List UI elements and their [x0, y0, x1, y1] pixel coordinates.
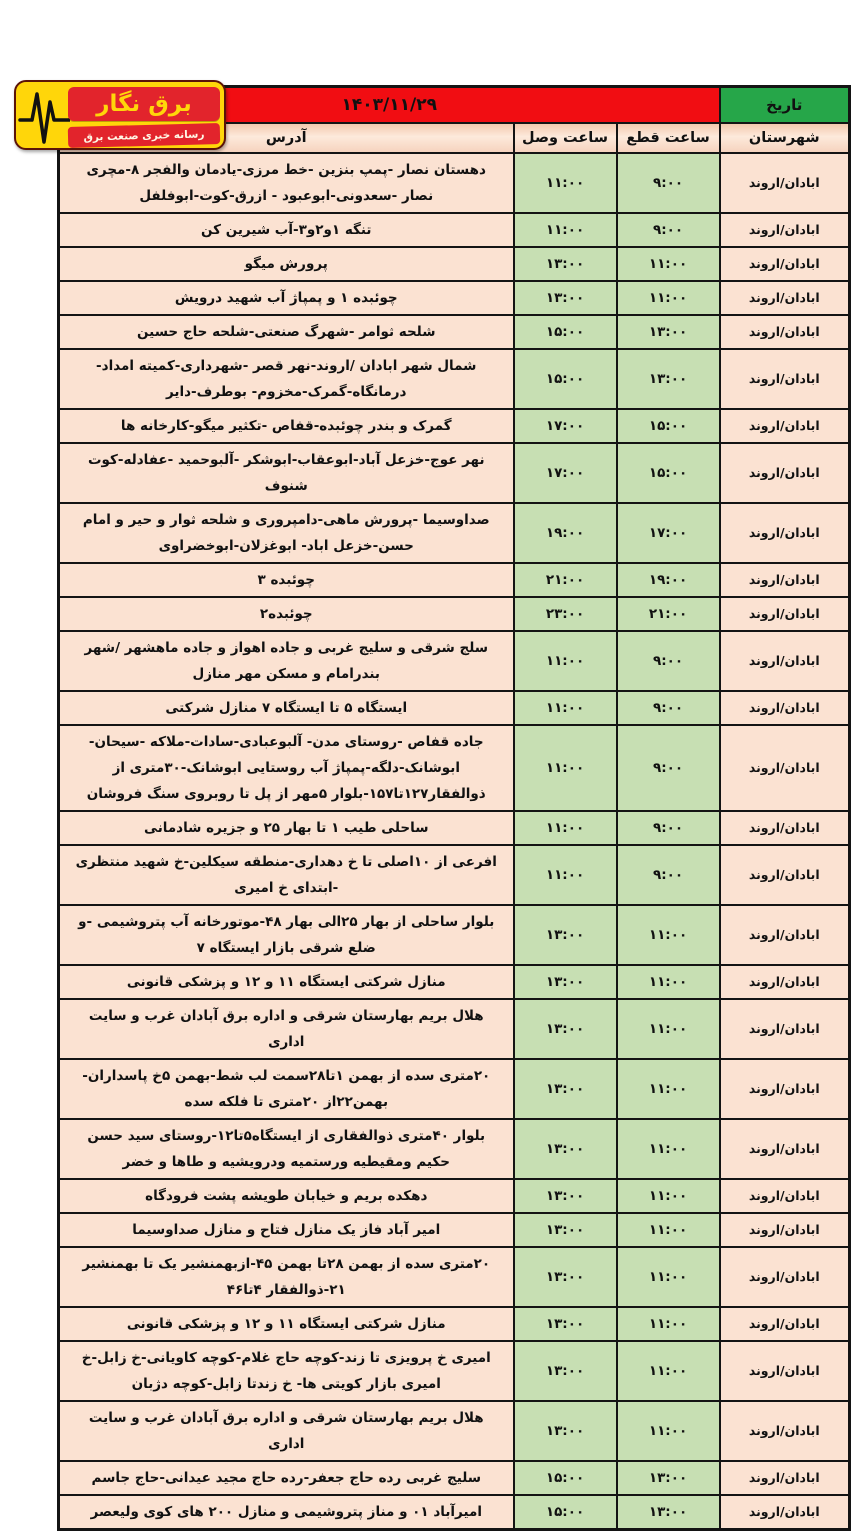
cut-time-cell: ۱۱:۰۰ — [617, 905, 720, 965]
cut-time-cell: ۱۱:۰۰ — [617, 1401, 720, 1461]
cut-time-cell: ۱۷:۰۰ — [617, 503, 720, 563]
county-cell: ابادان/اروند — [720, 1179, 850, 1213]
county-cell: ابادان/اروند — [720, 1461, 850, 1495]
address-cell: گمرک و بندر چوئبده-قفاص -تکثیر میگو-کارخانه ها — [59, 409, 514, 443]
reconnect-time-cell: ۱۵:۰۰ — [514, 1461, 617, 1495]
address-cell: نهر عوج-خزعل آباد-ابوعقاب-ابوشکر -آلبوحمید -عفادله-کوت شنوف — [59, 443, 514, 503]
county-cell: ابادان/اروند — [720, 247, 850, 281]
county-cell: ابادان/اروند — [720, 597, 850, 631]
address-cell: افرعی از ۱۰اصلی تا خ دهداری-منطقه سیکلین-خ شهید منتظری -ابتدای خ امیری — [59, 845, 514, 905]
county-cell: ابادان/اروند — [720, 1495, 850, 1530]
address-cell: بلوار ۴۰متری ذوالفقاری از ایستگاه۵تا۱۲-روستای سید حسن حکیم ومقیطیه ورستمیه ودرویشیه و طاها و خضر — [59, 1119, 514, 1179]
table-row — [59, 503, 850, 563]
reconnect-time-cell: ۱۵:۰۰ — [514, 1495, 617, 1530]
address-cell: تنگه ۱و۲و۳-آب شیرین کن — [59, 213, 514, 247]
cut-time-cell: ۱۱:۰۰ — [617, 1341, 720, 1401]
table-row — [59, 281, 850, 315]
county-cell: ابادان/اروند — [720, 281, 850, 315]
address-cell: چوئبده ۳ — [59, 563, 514, 597]
county-cell: ابادان/اروند — [720, 315, 850, 349]
reconnect-time-cell: ۱۱:۰۰ — [514, 725, 617, 811]
table-row — [59, 1341, 850, 1401]
county-cell: ابادان/اروند — [720, 443, 850, 503]
reconnect-time-cell: ۱۳:۰۰ — [514, 281, 617, 315]
cut-time-cell: ۱۱:۰۰ — [617, 1179, 720, 1213]
address-cell: ۲۰متری سده از بهمن ۲۸تا بهمن ۴۵-ازبهمنشیر یک تا بهمنشیر ۲۱-ذوالفقار ۴تا۴۶ — [59, 1247, 514, 1307]
county-cell: ابادان/اروند — [720, 1059, 850, 1119]
cut-time-cell: ۹:۰۰ — [617, 845, 720, 905]
cut-time-cell: ۱۳:۰۰ — [617, 315, 720, 349]
reconnect-time-cell: ۱۳:۰۰ — [514, 965, 617, 999]
county-cell: ابادان/اروند — [720, 725, 850, 811]
cut-time-column-header: ساعت قطع — [617, 123, 720, 153]
reconnect-time-cell: ۲۱:۰۰ — [514, 563, 617, 597]
address-cell: هلال بریم بهارستان شرقی و اداره برق آبادان غرب و سایت اداری — [59, 999, 514, 1059]
address-cell: چوئبده۲ — [59, 597, 514, 631]
reconnect-time-cell: ۱۷:۰۰ — [514, 409, 617, 443]
cut-time-cell: ۹:۰۰ — [617, 691, 720, 725]
cut-time-cell: ۹:۰۰ — [617, 631, 720, 691]
table-row — [59, 213, 850, 247]
county-cell: ابادان/اروند — [720, 1119, 850, 1179]
cut-time-cell: ۱۳:۰۰ — [617, 349, 720, 409]
address-cell: ۲۰متری سده از بهمن ۱تا۲۸سمت لب شط-بهمن ۵خ پاسداران-بهمن۲۲از ۲۰متری تا فلکه سده — [59, 1059, 514, 1119]
table-row — [59, 725, 850, 811]
cut-time-cell: ۹:۰۰ — [617, 811, 720, 845]
table-row — [59, 905, 850, 965]
table-row — [59, 1119, 850, 1179]
county-cell: ابادان/اروند — [720, 213, 850, 247]
reconnect-time-cell: ۱۳:۰۰ — [514, 1179, 617, 1213]
county-cell: ابادان/اروند — [720, 1247, 850, 1307]
cut-time-cell: ۹:۰۰ — [617, 213, 720, 247]
table-row — [59, 563, 850, 597]
table-row — [59, 247, 850, 281]
address-cell: امیرآباد ۰۱ و مناز پتروشیمی و منازل ۲۰۰ های کوی ولیعصر — [59, 1495, 514, 1530]
date-value-cell: ۱۴۰۳/۱۱/۲۹ — [59, 87, 720, 123]
table-row — [59, 845, 850, 905]
table-row — [59, 315, 850, 349]
cut-time-cell: ۱۱:۰۰ — [617, 281, 720, 315]
table-row — [59, 811, 850, 845]
county-cell: ابادان/اروند — [720, 1401, 850, 1461]
county-cell: ابادان/اروند — [720, 563, 850, 597]
reconnect-time-cell: ۱۳:۰۰ — [514, 999, 617, 1059]
reconnect-time-cell: ۱۹:۰۰ — [514, 503, 617, 563]
cut-time-cell: ۱۱:۰۰ — [617, 247, 720, 281]
table-row — [59, 1247, 850, 1307]
address-cell: چوئبده ۱ و پمپاژ آب شهید درویش — [59, 281, 514, 315]
cut-time-cell: ۱۱:۰۰ — [617, 1059, 720, 1119]
county-cell: ابادان/اروند — [720, 691, 850, 725]
reconnect-time-cell: ۲۳:۰۰ — [514, 597, 617, 631]
pulse-waveform-icon — [18, 86, 70, 148]
table-row — [59, 1213, 850, 1247]
bargh-negar-logo — [14, 80, 226, 150]
reconnect-time-cell: ۱۷:۰۰ — [514, 443, 617, 503]
cut-time-cell: ۱۱:۰۰ — [617, 1307, 720, 1341]
cut-time-cell: ۱۱:۰۰ — [617, 965, 720, 999]
cut-time-cell: ۱۹:۰۰ — [617, 563, 720, 597]
logo-title: برق نگار — [68, 87, 220, 121]
cut-time-cell: ۹:۰۰ — [617, 153, 720, 213]
reconnect-time-cell: ۱۵:۰۰ — [514, 315, 617, 349]
table-row — [59, 597, 850, 631]
reconnect-time-cell: ۱۳:۰۰ — [514, 1247, 617, 1307]
table-row — [59, 631, 850, 691]
table-row — [59, 153, 850, 213]
table-row — [59, 1401, 850, 1461]
county-cell: ابادان/اروند — [720, 845, 850, 905]
address-cell: منازل شرکتی ایستگاه ۱۱ و ۱۲ و پزشکی قانونی — [59, 965, 514, 999]
table-row — [59, 1495, 850, 1530]
reconnect-time-cell: ۱۱:۰۰ — [514, 631, 617, 691]
reconnect-time-cell: ۱۵:۰۰ — [514, 349, 617, 409]
reconnect-time-cell: ۱۱:۰۰ — [514, 845, 617, 905]
reconnect-time-cell: ۱۱:۰۰ — [514, 811, 617, 845]
address-cell: دهکده بریم و خیابان طویشه پشت فرودگاه — [59, 1179, 514, 1213]
cut-time-cell: ۱۱:۰۰ — [617, 999, 720, 1059]
address-cell: بلوار ساحلی از بهار ۲۵الی بهار ۴۸-موتورخانه آب پتروشیمی -و ضلع شرقی بازار ایستگاه ۷ — [59, 905, 514, 965]
outage-schedule-table — [57, 85, 851, 1531]
address-column-header: آدرس — [59, 123, 514, 153]
cut-time-cell: ۹:۰۰ — [617, 725, 720, 811]
table-row — [59, 999, 850, 1059]
address-cell: امیری خ پرویزی تا زند-کوچه حاج غلام-کوچه کاویانی-خ زابل-خ امیری بازار کویتی ها- خ زندتا زابل-کوچه دژبان — [59, 1341, 514, 1401]
reconnect-time-cell: ۱۱:۰۰ — [514, 691, 617, 725]
address-cell: جاده قفاص -روستای مدن- آلبوعبادی-سادات-ملاکه -سیحان-ابوشانک-دلگه-پمپاژ آب روستایی ابوشانک-۳۰متری از ذوالفقار۱۲۷تا۱۵۷-بلوار ۵مهر از پل تا روبروی سنگ فروشان — [59, 725, 514, 811]
county-cell: ابادان/اروند — [720, 1307, 850, 1341]
county-cell: ابادان/اروند — [720, 999, 850, 1059]
address-cell: صداوسیما -پرورش ماهی-دامپروری و شلحه ثوار و حیر و امام حسن-خزعل اباد- ابوغزلان-ابوخضراوی — [59, 503, 514, 563]
cut-time-cell: ۱۱:۰۰ — [617, 1119, 720, 1179]
address-cell: سلج شرقی و سلیج غربی و جاده اهواز و جاده ماهشهر /شهر بندرامام و مسکن مهر منازل — [59, 631, 514, 691]
table-body — [59, 87, 850, 1530]
address-cell: ساحلی طیب ۱ تا بهار ۲۵ و جزیره شادمانی — [59, 811, 514, 845]
reconnect-time-cell: ۱۱:۰۰ — [514, 153, 617, 213]
address-cell: شلحه ثوامر -شهرگ صنعتی-شلحه حاج حسین — [59, 315, 514, 349]
reconnect-time-cell: ۱۳:۰۰ — [514, 1119, 617, 1179]
reconnect-time-cell: ۱۳:۰۰ — [514, 1213, 617, 1247]
reconnect-time-cell: ۱۳:۰۰ — [514, 1401, 617, 1461]
logo-subtitle: رسانه خبری صنعت برق — [68, 123, 220, 148]
county-cell: ابادان/اروند — [720, 905, 850, 965]
cut-time-cell: ۱۳:۰۰ — [617, 1461, 720, 1495]
table-row — [59, 1461, 850, 1495]
table-row — [59, 443, 850, 503]
county-cell: ابادان/اروند — [720, 153, 850, 213]
table-row — [59, 691, 850, 725]
cut-time-cell: ۲۱:۰۰ — [617, 597, 720, 631]
cut-time-cell: ۱۳:۰۰ — [617, 1495, 720, 1530]
cut-time-cell: ۱۵:۰۰ — [617, 409, 720, 443]
county-cell: ابادان/اروند — [720, 1341, 850, 1401]
reconnect-time-cell: ۱۳:۰۰ — [514, 905, 617, 965]
address-cell: ایستگاه ۵ تا ایستگاه ۷ منازل شرکتی — [59, 691, 514, 725]
table-row — [59, 965, 850, 999]
table-row — [59, 349, 850, 409]
address-cell: هلال بریم بهارستان شرقی و اداره برق آبادان غرب و سایت اداری — [59, 1401, 514, 1461]
reconnect-time-cell: ۱۳:۰۰ — [514, 1341, 617, 1401]
address-cell: پرورش میگو — [59, 247, 514, 281]
cut-time-cell: ۱۵:۰۰ — [617, 443, 720, 503]
address-cell: سلیج غربی رده حاج جعفر-رده حاج مجید عیدانی-حاج جاسم — [59, 1461, 514, 1495]
reconnect-time-cell: ۱۳:۰۰ — [514, 1307, 617, 1341]
county-cell: ابادان/اروند — [720, 409, 850, 443]
county-cell: ابادان/اروند — [720, 965, 850, 999]
table-row — [59, 1307, 850, 1341]
table-row — [59, 1179, 850, 1213]
county-column-header: شهرستان — [720, 123, 850, 153]
reconnect-time-column-header: ساعت وصل — [514, 123, 617, 153]
county-cell: ابادان/اروند — [720, 1213, 850, 1247]
cut-time-cell: ۱۱:۰۰ — [617, 1213, 720, 1247]
county-cell: ابادان/اروند — [720, 631, 850, 691]
table-row — [59, 409, 850, 443]
county-cell: ابادان/اروند — [720, 349, 850, 409]
reconnect-time-cell: ۱۱:۰۰ — [514, 213, 617, 247]
address-cell: دهستان نصار -پمپ بنزین -خط مرزی-یادمان والفجر ۸-مچری نصار -سعدونی-ابوعبود - ازرق-کوت-ابوفلفل — [59, 153, 514, 213]
date-label-cell: تاریخ — [720, 87, 850, 123]
address-cell: امیر آباد فاز یک منازل فتاح و منازل صداوسیما — [59, 1213, 514, 1247]
county-cell: ابادان/اروند — [720, 503, 850, 563]
address-cell: شمال شهر ابادان /اروند-نهر قصر -شهرداری-کمیته امداد-درمانگاه-گمرک-مخزوم- بوطرف-دایر — [59, 349, 514, 409]
reconnect-time-cell: ۱۳:۰۰ — [514, 1059, 617, 1119]
cut-time-cell: ۱۱:۰۰ — [617, 1247, 720, 1307]
address-cell: منازل شرکتی ایستگاه ۱۱ و ۱۲ و پزشکی قانونی — [59, 1307, 514, 1341]
county-cell: ابادان/اروند — [720, 811, 850, 845]
reconnect-time-cell: ۱۳:۰۰ — [514, 247, 617, 281]
table-row — [59, 1059, 850, 1119]
